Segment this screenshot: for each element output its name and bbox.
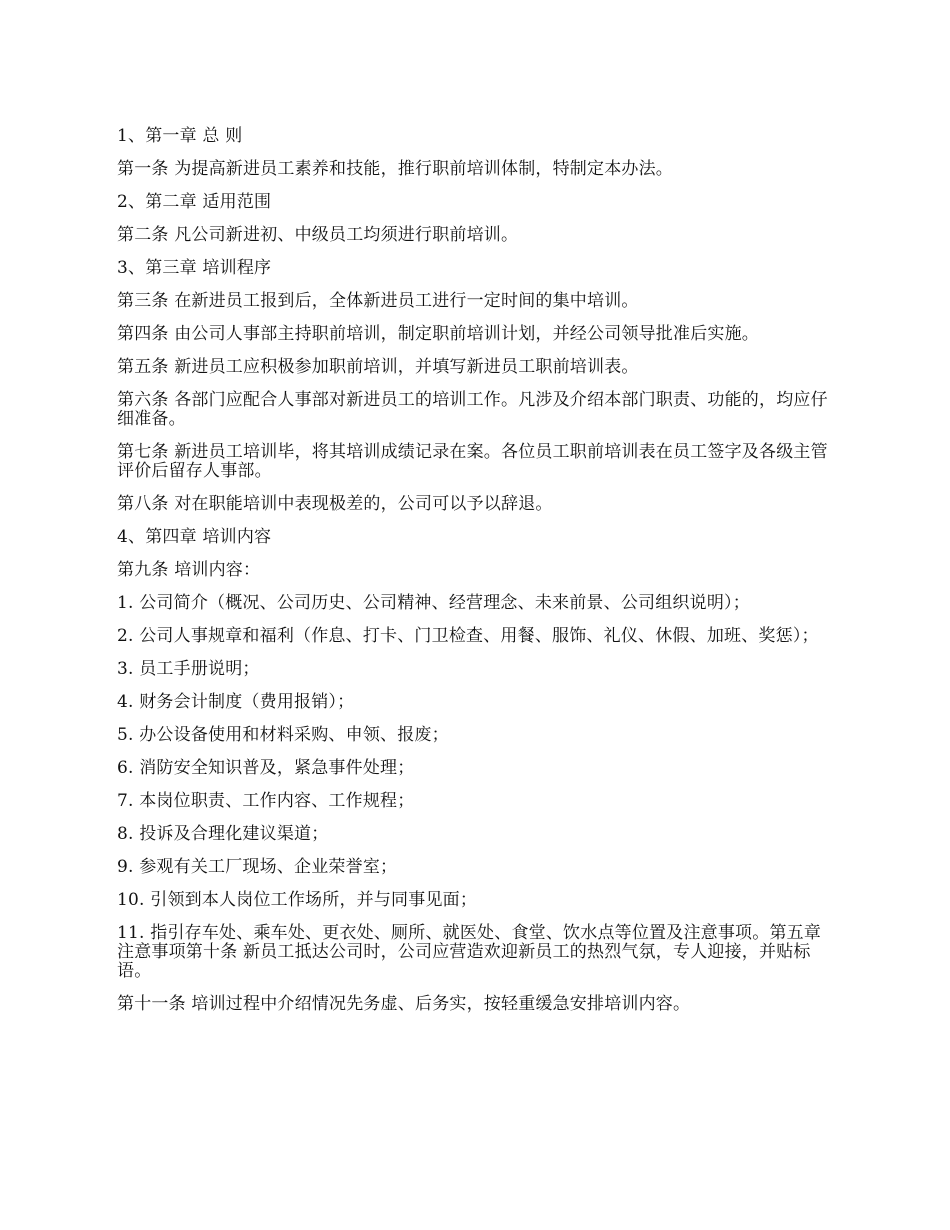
chapter-heading-2: 2、第二章 适用范围	[117, 192, 272, 212]
list-item-10: 10. 引领到本人岗位工作场所，并与同事见面；	[117, 890, 478, 910]
article-8: 第八条 对在职能培训中表现极差的，公司可以予以辞退。	[117, 494, 553, 514]
list-item-2: 2. 公司人事规章和福利（作息、打卡、门卫检查、用餐、服饰、礼仪、休假、加班、奖惩）；	[117, 626, 819, 646]
list-item-11: 11. 指引存车处、乘车处、更衣处、厕所、就医处、食堂、饮水点等位置及注意事项。第五章 注意事项第十条 新员工抵达公司时，公司应营造欢迎新员工的热烈气氛，专人迎接，并贴标语。	[117, 923, 822, 981]
chapter-heading-3: 3、第三章 培训程序	[117, 258, 272, 278]
article-6: 第六条 各部门应配合人事部对新进员工的培训工作。凡涉及介绍本部门职责、功能的，均应仔细准备。	[117, 390, 828, 429]
article-11: 第十一条 培训过程中介绍情况先务虚、后务实，按轻重缓急安排培训内容。	[117, 994, 691, 1014]
article-1: 第一条 为提高新进员工素养和技能，推行职前培训体制，特制定本办法。	[117, 159, 674, 179]
list-item-3: 3. 员工手册说明；	[117, 659, 260, 679]
article-5: 第五条 新进员工应积极参加职前培训，并填写新进员工职前培训表。	[117, 357, 639, 377]
article-3: 第三条 在新进员工报到后，全体新进员工进行一定时间的集中培训。	[117, 291, 639, 311]
list-item-6: 6. 消防安全知识普及，紧急事件处理；	[117, 758, 415, 778]
list-item-9: 9. 参观有关工厂现场、企业荣誉室；	[117, 857, 398, 877]
list-item-4: 4. 财务会计制度（费用报销）；	[117, 692, 355, 712]
article-2: 第二条 凡公司新进初、中级员工均须进行职前培训。	[117, 225, 519, 245]
list-item-5: 5. 办公设备使用和材料采购、申领、报废；	[117, 725, 449, 745]
list-item-8: 8. 投诉及合理化建议渠道；	[117, 824, 329, 844]
article-7: 第七条 新进员工培训毕，将其培训成绩记录在案。各位员工职前培训表在员工签字及各级主管评价后留存人事部。	[117, 442, 828, 481]
article-9: 第九条 培训内容：	[117, 560, 261, 580]
list-item-1: 1. 公司简介（概况、公司历史、公司精神、经营理念、未来前景、公司组织说明）；	[117, 593, 750, 613]
chapter-heading-4: 4、第四章 培训内容	[117, 527, 272, 547]
article-4: 第四条 由公司人事部主持职前培训，制定职前培训计划，并经公司领导批准后实施。	[117, 324, 760, 344]
chapter-heading-1: 1、第一章 总 则	[117, 126, 243, 146]
list-item-7: 7. 本岗位职责、工作内容、工作规程；	[117, 791, 415, 811]
